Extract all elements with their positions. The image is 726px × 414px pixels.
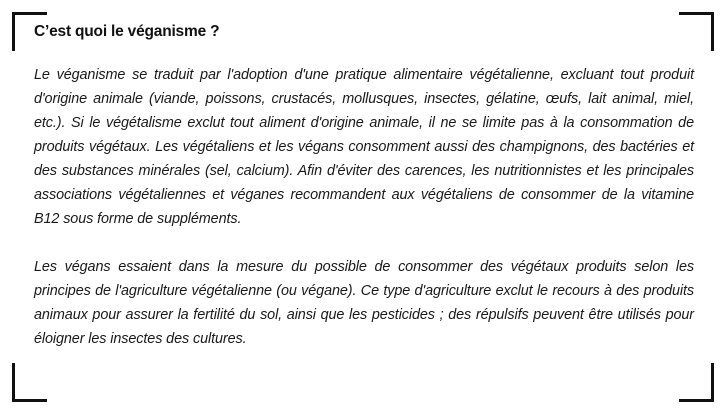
document-content [34,20,694,351]
frame-corner-bottom-left [12,363,47,402]
paragraph-1: Le véganisme se traduit par l'adoption d'une pratique alimentaire végétalienne, excluant tout produit d'origine animale (viande, poissons, crustacés, mollusques, insectes, gélatine, œufs, lait animal, miel, etc.). Si le végétalisme exclut tout aliment d'origine animale, il ne se limite pas à la consommation de produits végétaux. Les végétaliens et les végans consomment aussi des champignons, des bactéries et des substances minérales (sel, calcium). Afin d'éviter des carences, les nutritionnistes et les principales associations végétaliennes et véganes recommandent aux végétaliens de consommer de la vitamine B12 sous forme de suppléments. [34,67,694,227]
paragraph-2: Les végans essaient dans la mesure du possible de consommer des végétaux produits selon les principes de l'agriculture végétalienne (ou végane). Ce type d'agriculture exclut le recours à des produits animaux pour assurer la fertilité du sol, ainsi que les pesticides ; des répulsifs peuvent être utilisés pour éloigner les insectes des cultures. [34,259,694,347]
page-title: C’est quoi le véganisme ? [34,23,220,40]
frame-corner-bottom-right [679,363,714,402]
